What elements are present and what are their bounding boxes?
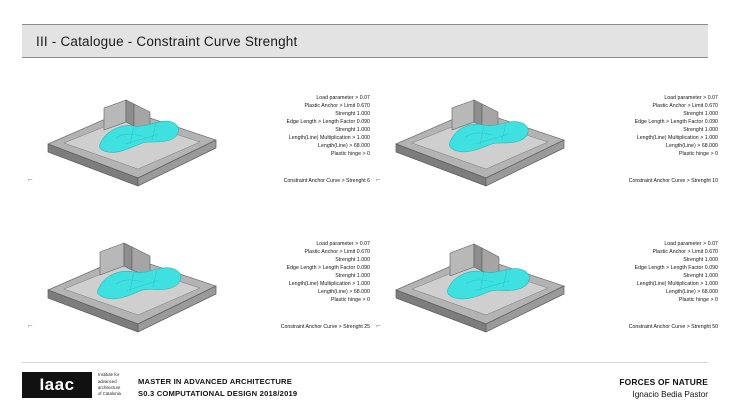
param-line: Plastic Anchor > Limit 0.670	[652, 103, 718, 110]
catalogue-panel	[30, 228, 370, 368]
param-line: Plastic hinge > 0	[330, 297, 370, 304]
course-subtitle: S0.3 COMPUTATIONAL DESIGN 2018/2019	[138, 388, 298, 398]
param-line: Length(Line) > 68.000	[666, 143, 718, 150]
model-render-strength-50	[378, 228, 583, 338]
param-line: Strenght 1.000	[683, 127, 718, 134]
parameter-list	[590, 94, 718, 159]
crop-mark-icon: ⌐	[28, 321, 33, 330]
param-line: Length(Line) Multiplication > 1.000	[288, 135, 370, 142]
param-line: Load parameter > 0.07	[664, 95, 718, 101]
param-line: Length(Line) Multiplication > 1.000	[636, 135, 718, 142]
param-line: Strenght 1.000	[683, 257, 718, 264]
course-info	[138, 376, 297, 400]
panel-caption: Constraint Anchor Curve > Strenght 10	[628, 178, 718, 184]
crop-mark-icon: ⌐	[376, 321, 381, 330]
param-line: Plastic Anchor > Limit 0.670	[304, 249, 370, 256]
model-svg	[30, 82, 235, 192]
param-line: Strenght 1.000	[683, 273, 718, 280]
model-render-strength-10	[378, 82, 583, 192]
model-svg	[30, 228, 235, 338]
param-line: Edge Length > Length Factor 0.090	[286, 119, 370, 126]
param-line: Plastic Anchor > Limit 0.670	[652, 249, 718, 256]
param-line: Strenght 1.000	[683, 111, 718, 118]
project-title: FORCES OF NATURE	[619, 377, 708, 387]
param-line: Strenght 1.000	[335, 257, 370, 264]
param-line: Edge Length > Length Factor 0.090	[634, 119, 718, 126]
logo-mark: Iaac	[22, 372, 92, 398]
param-line: Plastic Anchor > Limit 0.670	[304, 103, 370, 110]
param-line: Load parameter > 0.07	[316, 95, 370, 101]
footer-divider	[22, 362, 708, 363]
panel-caption: Constraint Anchor Curve > Strenght 50	[628, 324, 718, 330]
param-line: Plastic hinge > 0	[678, 151, 718, 158]
logo-subtitle	[98, 372, 121, 398]
param-line: Length(Line) Multiplication > 1.000	[288, 281, 370, 288]
param-line: Strenght 1.000	[335, 127, 370, 134]
param-line: Load parameter > 0.07	[664, 241, 718, 247]
param-line: Length(Line) > 68.000	[318, 143, 370, 150]
crop-mark-icon: ⌐	[28, 175, 33, 184]
catalogue-panel	[378, 82, 718, 222]
iaac-logo	[22, 372, 121, 398]
course-title: MASTER IN ADVANCED ARCHITECTURE	[138, 377, 292, 386]
page-title: III - Catalogue - Constraint Curve Strenght	[36, 33, 298, 49]
logo-subtitle-line: of Catalonia	[98, 391, 121, 397]
param-line: Length(Line) Multiplication > 1.000	[636, 281, 718, 288]
logo-subtitle-line: architecture	[98, 385, 121, 390]
model-render-strength-25	[30, 228, 235, 338]
param-line: Load parameter > 0.07	[316, 241, 370, 247]
param-line: Strenght 1.000	[335, 111, 370, 118]
model-render-strength-6	[30, 82, 235, 192]
project-credit	[619, 376, 708, 401]
crop-mark-icon: ⌐	[376, 175, 381, 184]
param-line: Edge Length > Length Factor 0.090	[286, 265, 370, 272]
logo-subtitle-line: Institute for	[98, 372, 120, 378]
author-name: Ignacio Bedia Pastor	[632, 389, 708, 399]
param-line: Plastic hinge > 0	[330, 151, 370, 158]
param-line: Length(Line) > 68.000	[666, 289, 718, 296]
parameter-list	[590, 240, 718, 305]
panel-caption: Constraint Anchor Curve > Strenght 6	[283, 178, 370, 184]
param-line: Length(Line) > 68.000	[318, 289, 370, 296]
parameter-list	[242, 240, 370, 305]
slide-title-bar	[22, 24, 708, 58]
model-svg	[378, 82, 583, 192]
parameter-list	[242, 94, 370, 159]
catalogue-panel	[378, 228, 718, 368]
logo-subtitle-line: advanced	[98, 378, 117, 384]
param-line: Strenght 1.000	[335, 273, 370, 280]
param-line: Plastic hinge > 0	[678, 297, 718, 304]
param-line: Edge Length > Length Factor 0.090	[634, 265, 718, 272]
catalogue-panel	[30, 82, 370, 222]
model-svg	[378, 228, 583, 338]
panel-caption: Constraint Anchor Curve > Strenght 25	[280, 324, 370, 330]
